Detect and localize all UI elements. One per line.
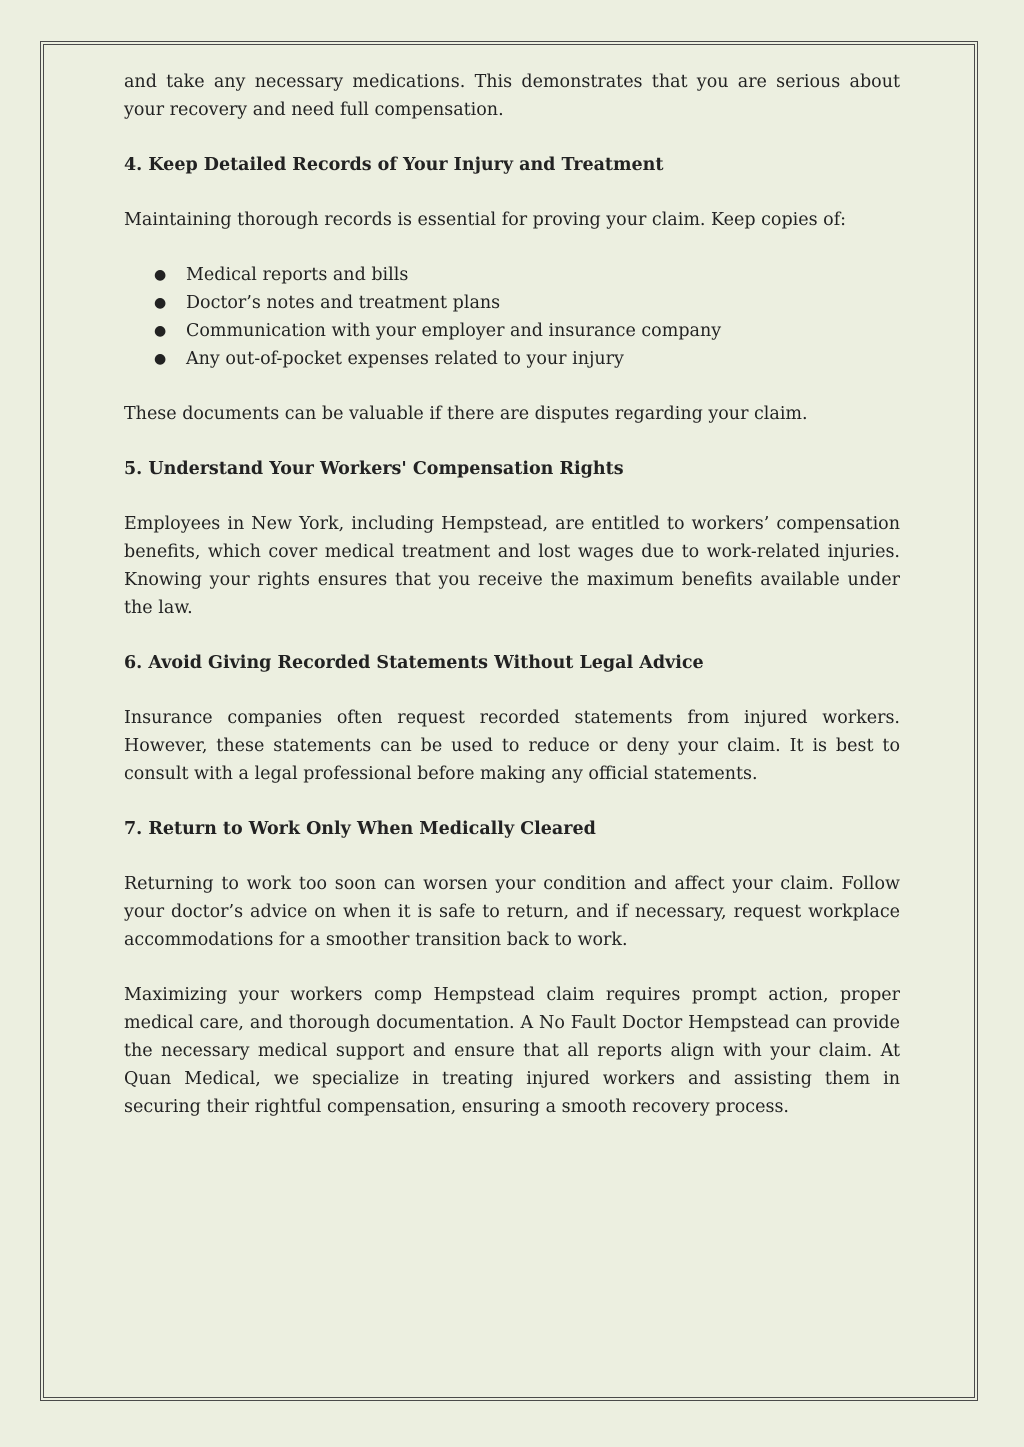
section-7-heading: 7. Return to Work Only When Medically Cleared [124,819,596,839]
section-4-heading: 4. Keep Detailed Records of Your Injury and Treatment [124,155,664,175]
bullet-icon: ● [154,295,167,311]
conclusion-paragraph: Maximizing your workers comp Hempstead claim requires prompt action, proper medical care, and thorough documentation. A No Fault Doctor Hempstead can provide the necessary medical support and ensure that all reports align with your claim. At Quan Medical, we specialize in treating injured workers and assisting them in securing their rightful compensation, ensuring a smooth recovery process. [124,985,900,1117]
list-item-text: Medical reports and bills [186,265,409,285]
list-item [154,289,900,317]
bullet-icon: ● [154,267,167,283]
section-5-heading: 5. Understand Your Workers' Compensation Rights [124,459,624,479]
section-7-paragraph: Returning to work too soon can worsen your condition and affect your claim. Follow your doctor’s advice on when it is safe to return, and if necessary, request workplace accommodations for a smoother transition back to work. [124,874,900,950]
section-6-paragraph: Insurance companies often request recorded statements from injured workers. However, these statements can be used to reduce or deny your claim. It is best to consult with a legal professional before making any official statements. [124,708,900,784]
section-6-heading: 6. Avoid Giving Recorded Statements Without Legal Advice [124,653,704,673]
bullet-icon: ● [154,351,167,367]
bullet-icon: ● [154,323,167,339]
intro-paragraph: and take any necessary medications. This demonstrates that you are serious about your recovery and need full compensation. [124,72,900,120]
section-5-paragraph: Employees in New York, including Hempstead, are entitled to workers’ compensation benefits, which cover medical treatment and lost wages due to work-related injuries. Knowing your rights ensures that you receive the maximum benefits available under the law. [124,514,900,618]
records-list [124,261,900,373]
list-item [154,261,900,289]
document-body [124,68,900,1148]
section-4-after-list: These documents can be valuable if there are disputes regarding your claim. [124,404,808,424]
list-item-text: Communication with your employer and insurance company [186,321,722,341]
list-item-text: Any out-of-pocket expenses related to your injury [186,349,624,369]
section-4-paragraph: Maintaining thorough records is essential for proving your claim. Keep copies of: [124,210,847,230]
list-item [154,345,900,373]
list-item-text: Doctor’s notes and treatment plans [186,293,501,313]
list-item [154,317,900,345]
